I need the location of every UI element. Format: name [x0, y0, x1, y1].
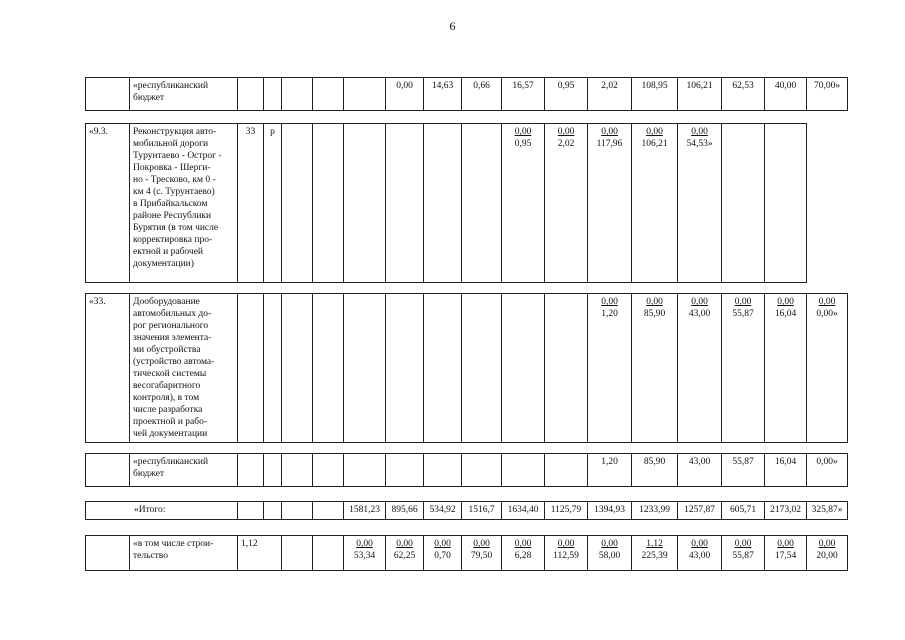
table-cell — [238, 502, 264, 520]
table-cell — [502, 294, 545, 443]
table-block-item-9-3 — [85, 123, 848, 283]
table-cell: 0,00 1,20 — [588, 294, 632, 443]
table-cell: 1,12 — [238, 536, 282, 571]
table-cell — [282, 454, 313, 487]
table-cell: 0,00 16,04 — [765, 294, 807, 443]
table-cell: 0,00 0,00» — [807, 294, 848, 443]
table-cell: 2173,02 — [765, 502, 807, 520]
table-cell — [238, 78, 264, 111]
table-cell: 0,00 0,95 — [502, 124, 545, 283]
table-cell: 85,90 — [632, 454, 678, 487]
table-cell: 0,00 17,54 — [765, 536, 807, 571]
table-cell — [313, 536, 344, 571]
table-cell: 605,71 — [722, 502, 765, 520]
table-cell: 40,00 — [765, 78, 807, 111]
table-cell: 0,00 — [386, 78, 424, 111]
row-label-cell: «республиканский бюджет — [130, 454, 238, 487]
table-cell: 1125,79 — [545, 502, 588, 520]
table-cell — [502, 454, 545, 487]
table-cell — [545, 454, 588, 487]
table-cell: 14,63 — [424, 78, 462, 111]
table-cell — [313, 502, 344, 520]
table-cell — [344, 454, 386, 487]
row-label-cell: «республиканский бюджет — [130, 78, 238, 111]
table-cell: 325,87» — [807, 502, 848, 520]
table-cell — [344, 78, 386, 111]
table-cell — [462, 124, 502, 283]
table-cell: 0,00 53,34 — [344, 536, 386, 571]
table-cell: 0,00 54,53» — [678, 124, 722, 283]
table-cell: 0,00 55,87 — [722, 536, 765, 571]
table-cell: 0,00 58,00 — [588, 536, 632, 571]
table-cell — [282, 78, 313, 111]
table-cell: 1,12 225,39 — [632, 536, 678, 571]
table-cell: 2,02 — [588, 78, 632, 111]
table-cell: 0,00» — [807, 454, 848, 487]
row-number-cell: «9.3. — [86, 124, 130, 283]
row-number-cell: «33. — [86, 294, 130, 443]
table-cell: 16,57 — [502, 78, 545, 111]
table-cell: 0,00 117,96 — [588, 124, 632, 283]
table-cell — [282, 294, 313, 443]
row-number-cell — [86, 78, 130, 111]
table-cell: 0,00 6,28 — [502, 536, 545, 571]
table-cell — [238, 294, 264, 443]
table-cell: 0,00 112,59 — [545, 536, 588, 571]
table-cell: 0,00 55,87 — [722, 294, 765, 443]
table-cell: 108,95 — [632, 78, 678, 111]
table-cell: 0,00 20,00 — [807, 536, 848, 571]
table-cell — [424, 124, 462, 283]
table-cell: 0,00 106,21 — [632, 124, 678, 283]
table-cell: р — [264, 124, 282, 283]
table-cell: 1,20 — [588, 454, 632, 487]
table-block-total — [85, 501, 848, 520]
table-cell: 33 — [238, 124, 264, 283]
table-cell — [264, 294, 282, 443]
table-cell — [386, 294, 424, 443]
table-cell — [462, 294, 502, 443]
row-number-cell — [86, 454, 130, 487]
table-cell: 0,00 2,02 — [545, 124, 588, 283]
table-cell — [264, 454, 282, 487]
table-cell — [462, 454, 502, 487]
table-cell: 0,00 43,00 — [678, 294, 722, 443]
table-block-budget-2 — [85, 453, 848, 487]
table-cell: 0,00 43,00 — [678, 536, 722, 571]
table-cell: 0,00 0,70 — [424, 536, 462, 571]
table-cell: 0,00 85,90 — [632, 294, 678, 443]
table-cell — [313, 124, 344, 283]
table-cell: 895,66 — [386, 502, 424, 520]
row-label-cell: Дооборудование автомобильных до- рог регионального значения элемента- ми обустройства (устройство автома- тической системы весогабаритного контроля), в том числе разработка проектной и рабо- чей документации — [130, 294, 238, 443]
table-cell — [424, 454, 462, 487]
table-cell: 43,00 — [678, 454, 722, 487]
page-number: 6 — [449, 19, 456, 33]
table-cell — [282, 502, 313, 520]
table-cell — [282, 124, 313, 283]
table-cell: 534,92 — [424, 502, 462, 520]
table-row — [86, 124, 848, 283]
table-cell: 1581,23 — [344, 502, 386, 520]
table-cell — [238, 454, 264, 487]
table-cell — [545, 294, 588, 443]
row-number-cell — [86, 536, 130, 571]
table-cell: 70,00» — [807, 78, 848, 111]
total-label-cell: «Итого: — [86, 502, 238, 520]
table-block-construction — [85, 535, 848, 571]
table-cell — [386, 124, 424, 283]
table-block-item-33 — [85, 293, 848, 443]
table-cell — [344, 294, 386, 443]
table-cell: 55,87 — [722, 454, 765, 487]
table-cell — [264, 502, 282, 520]
table-cell — [313, 454, 344, 487]
table-cell: 106,21 — [678, 78, 722, 111]
table-cell: 1516,7 — [462, 502, 502, 520]
table-cell — [282, 536, 313, 571]
table-cell: 62,53 — [722, 78, 765, 111]
table-cell: 1233,99 — [632, 502, 678, 520]
table-cell: 1634,40 — [502, 502, 545, 520]
table-cell: 0,66 — [462, 78, 502, 111]
table-cell: 1394,93 — [588, 502, 632, 520]
table-cell: 0,95 — [545, 78, 588, 111]
table-cell: 0,00 62,25 — [386, 536, 424, 571]
table-row — [86, 454, 848, 487]
table-block-budget-1 — [85, 77, 848, 111]
table-cell — [313, 294, 344, 443]
table-cell: 1257,87 — [678, 502, 722, 520]
table-row — [86, 502, 848, 520]
table-cell — [722, 124, 765, 283]
table-row — [86, 536, 848, 571]
table-cell — [424, 294, 462, 443]
table-row — [86, 294, 848, 443]
table-cell — [313, 78, 344, 111]
table-row — [86, 78, 848, 111]
table-cell — [264, 78, 282, 111]
table-cell — [344, 124, 386, 283]
table-cell: 16,04 — [765, 454, 807, 487]
table-cell — [386, 454, 424, 487]
row-label-cell: Реконструкция авто- мобильной дороги Турунтаево - Острог - Покровка - Шерги- но - Тресково, км 0 - км 4 (с. Турунтаево) в Прибайкальском районе Республики Бурятия (в том числе корректировка про- ектной и рабочей документации) — [130, 124, 238, 283]
table-cell: 0,00 79,50 — [462, 536, 502, 571]
table-cell — [765, 124, 807, 283]
row-label-cell: «в том числе строи- тельство — [130, 536, 238, 571]
